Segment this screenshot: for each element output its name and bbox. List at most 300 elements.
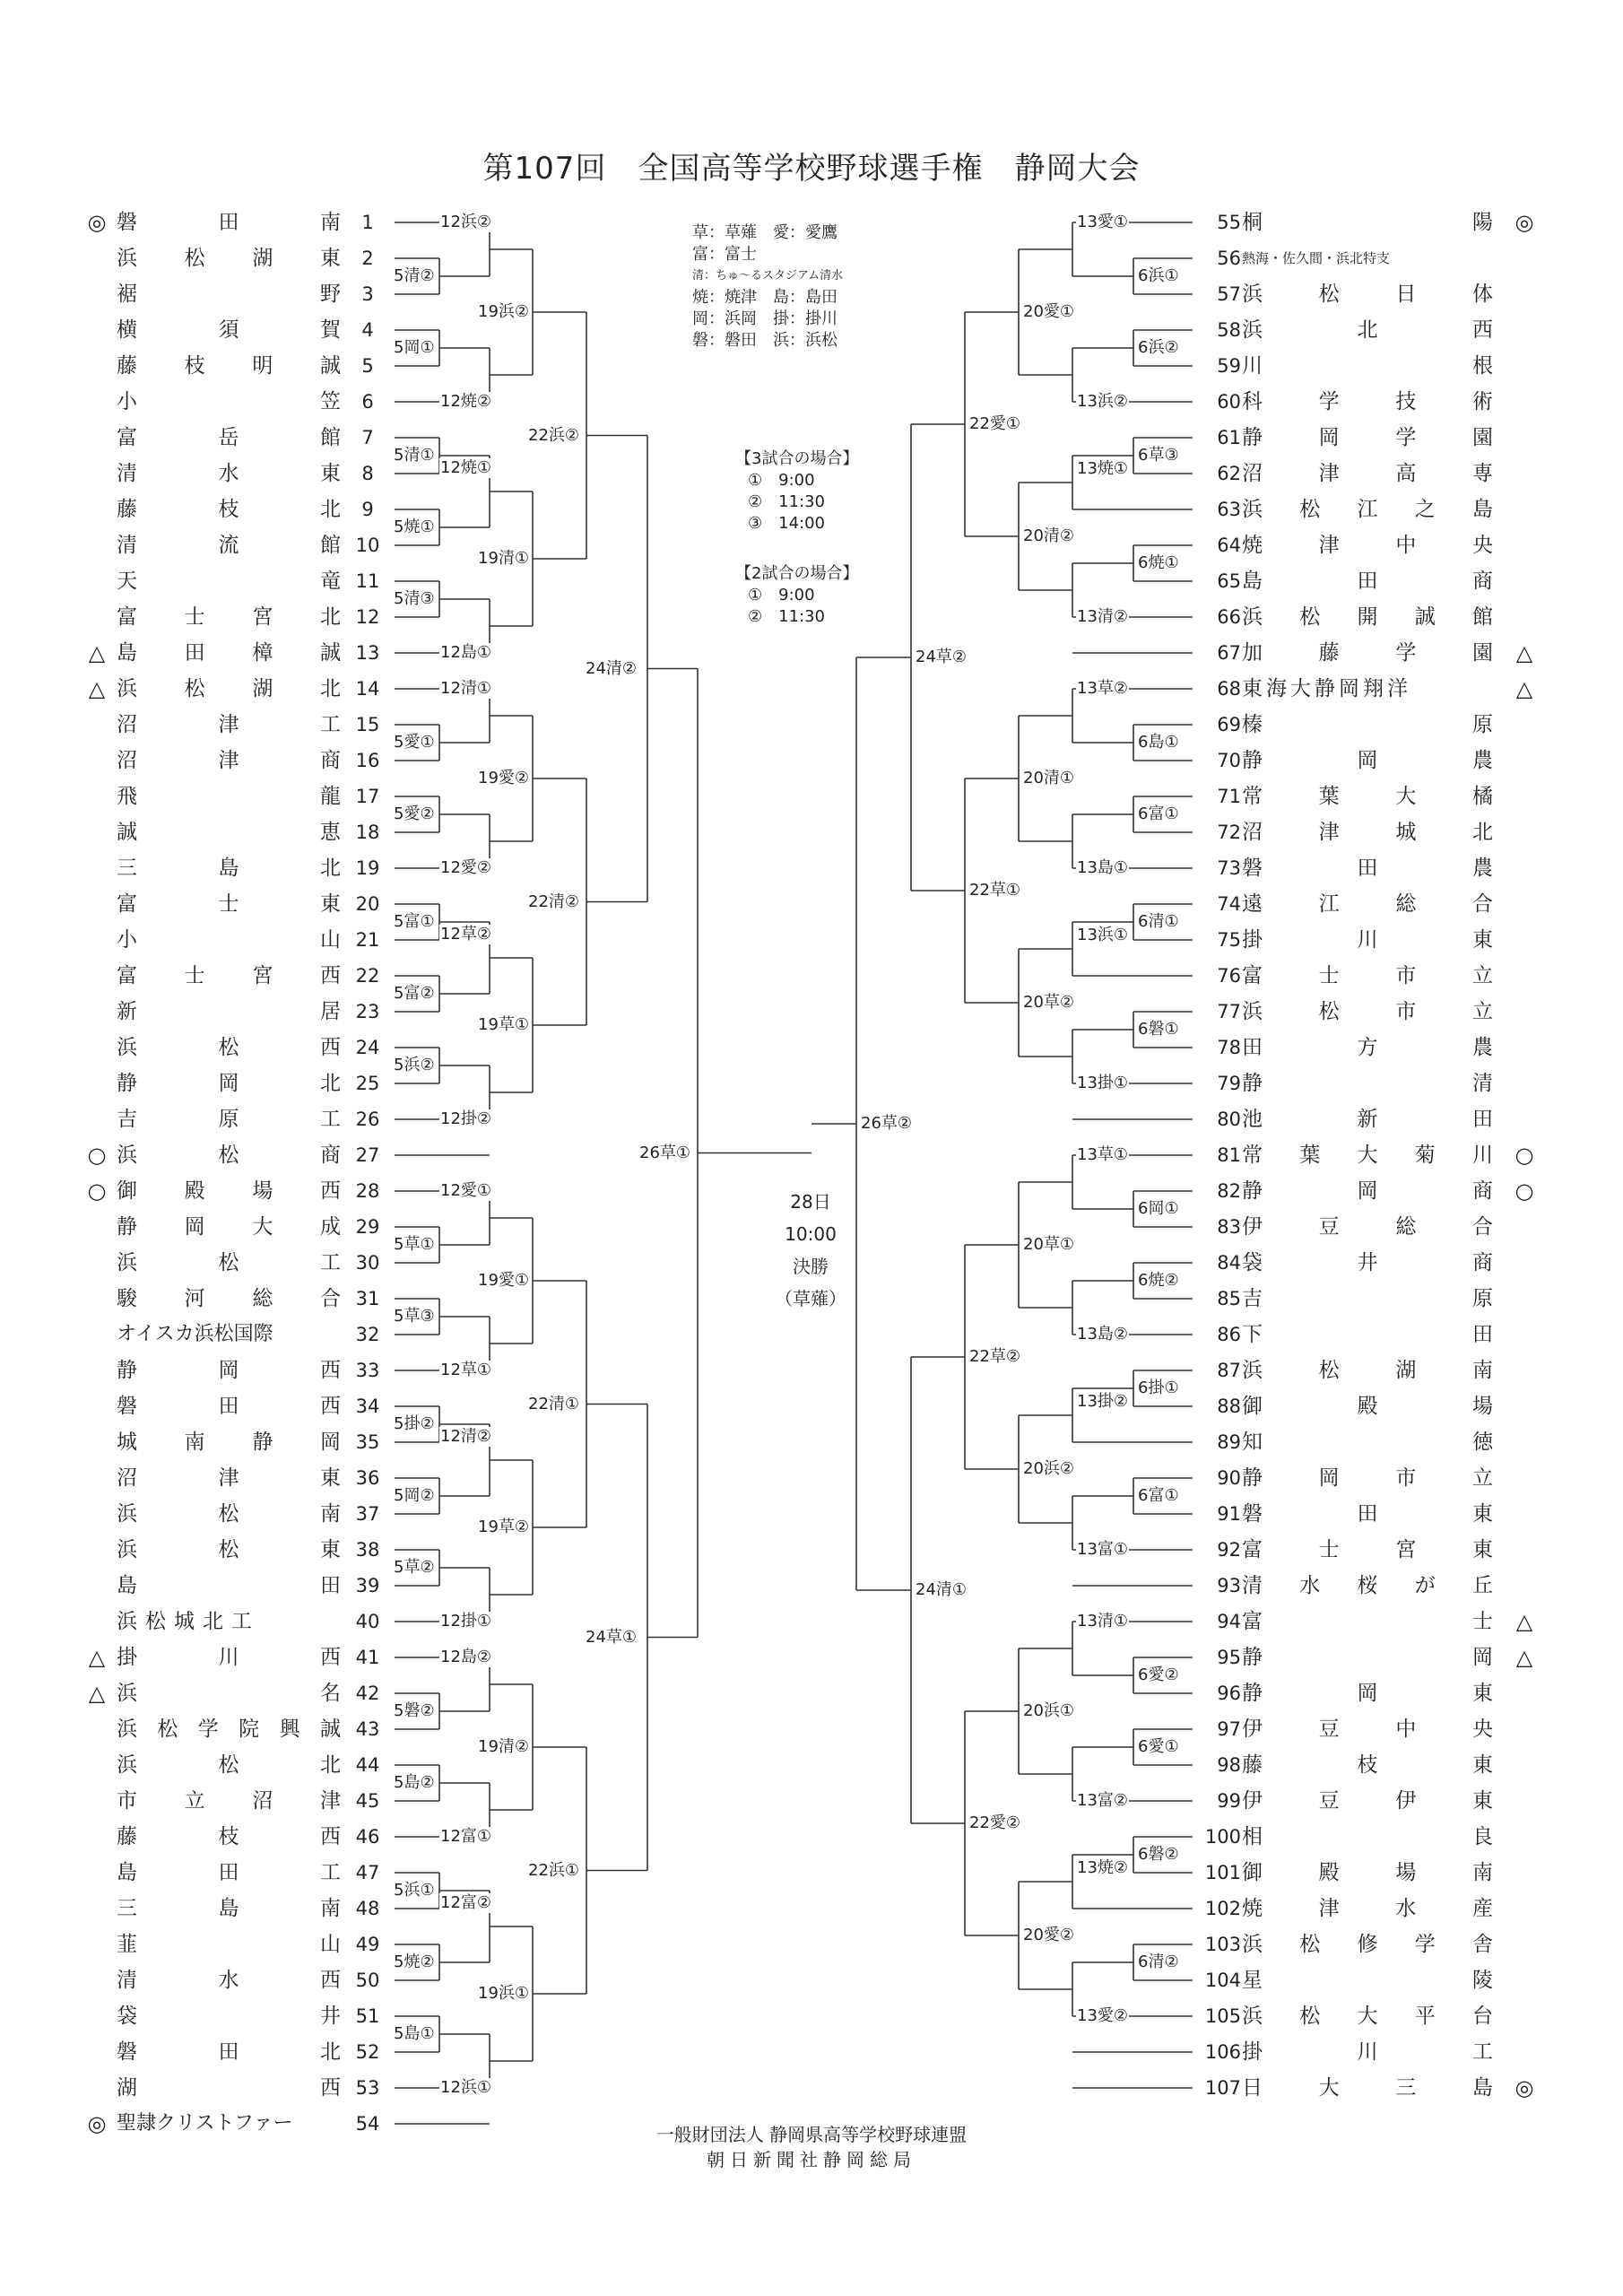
- team-name-char: 桐: [1242, 211, 1263, 234]
- team-name-char: 松: [1299, 2005, 1321, 2028]
- team-name-char: 常: [1242, 1144, 1263, 1167]
- seed-mark: ◎: [87, 210, 107, 235]
- team-name-char: 北: [320, 2040, 341, 2064]
- team-number: 4: [361, 319, 374, 341]
- team-name: [1242, 1030, 1493, 1065]
- team-name: [1242, 1317, 1493, 1352]
- team-name-char: 名: [320, 1682, 341, 1705]
- team-name-char: 陽: [1472, 211, 1493, 234]
- team-name-char: 宮: [252, 964, 273, 987]
- team-name-char: 掛: [1242, 928, 1263, 952]
- team-name-char: 平: [1414, 2005, 1436, 2028]
- team-name-char: 東: [1471, 1789, 1493, 1813]
- team-name-char: 誠: [1414, 605, 1436, 629]
- team-number: 80: [1217, 1109, 1241, 1130]
- team-name-char: 南: [320, 211, 341, 234]
- match-label: 13清②: [1077, 607, 1129, 626]
- team-name: [1242, 420, 1493, 456]
- team-name-char: 岡: [1318, 426, 1340, 449]
- team-name-char: 大: [1318, 2076, 1340, 2100]
- team-name-char: 浜: [1242, 1933, 1263, 1956]
- team-name: [1242, 2070, 1493, 2106]
- team-name-char: 水: [218, 462, 239, 485]
- team-name: [1242, 563, 1493, 599]
- team-name-char: 水: [218, 1969, 239, 1992]
- team-name-char: 清: [1242, 1574, 1263, 1597]
- team-name: [1242, 1639, 1493, 1675]
- team-name-char: 三: [1395, 2076, 1417, 2100]
- team-name-char: 掛: [117, 1646, 137, 1669]
- match-label: 6浜①: [1138, 266, 1179, 285]
- team-name-char: 原: [1472, 713, 1493, 736]
- team-name-char: 静: [1242, 1466, 1263, 1490]
- team-number: 25: [355, 1073, 380, 1094]
- match-label: 20浜②: [1023, 1459, 1075, 1478]
- team-number: 71: [1217, 786, 1241, 807]
- team-name: [117, 814, 341, 850]
- team-name: [1242, 1352, 1493, 1388]
- team-name-char: 沼: [1242, 462, 1263, 485]
- team-name-char: 根: [1472, 354, 1493, 378]
- team-name-char: 誠: [319, 1718, 341, 1741]
- match-label: 22草②: [969, 1347, 1021, 1366]
- team-name: [1242, 1998, 1493, 2034]
- match-label: 12草②: [440, 925, 492, 944]
- match-label: 22愛①: [969, 414, 1021, 433]
- team-number: 77: [1217, 1001, 1241, 1022]
- team-number: 51: [355, 2005, 380, 2027]
- team-name-char: 舎: [1472, 1933, 1493, 1956]
- team-name-char: 浜: [1242, 318, 1263, 342]
- team-name-char: 静: [117, 1215, 137, 1239]
- team-name: [117, 1496, 341, 1532]
- match-label: 6磐①: [1138, 1020, 1179, 1039]
- team-name-char: 清: [1472, 1072, 1493, 1095]
- team-name: [1242, 707, 1493, 743]
- team-name-char: 樟: [252, 641, 273, 665]
- team-name-char: 市: [1395, 1466, 1417, 1490]
- team-name-char: 河: [184, 1287, 205, 1310]
- schedule-three-title: 【3試合の場合】: [735, 449, 859, 468]
- team-name-char: 相: [1242, 1825, 1263, 1848]
- team-name-char: 江: [1318, 892, 1340, 916]
- team-name-char: 津: [218, 749, 239, 772]
- team-name-char: 立: [184, 1789, 205, 1813]
- team-name-char: 藤: [117, 354, 137, 378]
- team-name-char: 立: [1471, 964, 1493, 987]
- page-title: 第107回 全国高等学校野球選手権 静岡大会: [482, 151, 1141, 187]
- team-name-char: 枝: [1357, 1753, 1378, 1777]
- team-name-char: 下: [1242, 1323, 1263, 1346]
- match-label: 22草①: [969, 881, 1021, 900]
- team-name-char: 掛: [1242, 2040, 1263, 2064]
- team-name-char: 商: [320, 1144, 341, 1167]
- match-label: 5浜①: [394, 1881, 435, 1900]
- match-label: 12浜①: [440, 2078, 492, 2097]
- team-name-char: 殿: [1318, 1861, 1340, 1884]
- match-label: 5富②: [394, 984, 435, 1003]
- team-name-char: 院: [239, 1718, 260, 1741]
- team-name-char: 西: [320, 1969, 341, 1992]
- team-name-char: 北: [319, 605, 341, 629]
- match-label: 19浜①: [478, 1984, 530, 2003]
- match-label: 6岡①: [1138, 1199, 1179, 1218]
- team-name-char: 水: [1395, 1897, 1417, 1920]
- team-name-char: 南: [1471, 1861, 1493, 1884]
- team-name-char: 吉: [1242, 1287, 1263, 1310]
- team-name: [117, 599, 341, 635]
- team-name-char: 浜: [117, 1538, 137, 1561]
- team-name-char: 岡: [1472, 1646, 1493, 1669]
- match-label: 6掛①: [1138, 1378, 1179, 1397]
- team-name-char: 北: [1357, 318, 1378, 342]
- team-name-char: 東: [1472, 928, 1493, 952]
- team-name-char: 三: [117, 1897, 137, 1920]
- team-name: [1242, 1926, 1493, 1962]
- team-name-char: 大: [1357, 2005, 1378, 2028]
- team-name-char: 三: [117, 857, 137, 880]
- team-name-char: 浜: [117, 1251, 137, 1274]
- match-label: 24草①: [586, 1627, 638, 1647]
- match-label: 13愛②: [1077, 2006, 1129, 2025]
- team-name: [1242, 1460, 1493, 1496]
- team-number: 69: [1217, 714, 1241, 735]
- team-name-char: 東: [1471, 1538, 1493, 1561]
- team-number: 107: [1204, 2077, 1241, 2099]
- team-number: 47: [355, 1862, 380, 1883]
- team-name: [117, 204, 341, 240]
- team-name-char: 工: [320, 1108, 341, 1131]
- match-label: 20草①: [1023, 1235, 1075, 1254]
- team-name: [117, 2070, 341, 2106]
- team-name-char: 工: [320, 1861, 341, 1884]
- team-name-char: 磐: [117, 211, 137, 234]
- team-name: [1242, 1065, 1493, 1101]
- team-name-char: 殿: [1357, 1395, 1378, 1418]
- team-name-char: 島: [117, 1861, 137, 1884]
- team-name: [117, 1101, 341, 1137]
- match-label: 5島②: [394, 1773, 435, 1792]
- team-name-char: 駿: [117, 1287, 137, 1310]
- team-name-char: 館: [320, 534, 341, 557]
- team-number: 95: [1217, 1647, 1241, 1668]
- match-label: 5島①: [394, 2024, 435, 2043]
- seed-mark: △: [88, 1645, 106, 1670]
- team-name: [117, 1855, 341, 1891]
- team-name: [117, 778, 341, 814]
- team-name: [117, 1747, 341, 1783]
- team-number: 68: [1217, 678, 1241, 700]
- team-name: [1242, 276, 1493, 312]
- team-name-char: 湖: [1395, 1359, 1417, 1382]
- team-name-char: 浜: [1242, 1359, 1263, 1382]
- team-name-char: 総: [1395, 1215, 1417, 1239]
- team-name: [117, 420, 341, 456]
- team-name-char: 浜: [117, 1036, 137, 1059]
- team-name-char: 吉: [117, 1108, 137, 1131]
- team-name-char: 藤: [117, 1825, 137, 1848]
- team-name: [117, 1245, 341, 1281]
- match-label: 5富①: [394, 912, 435, 931]
- team-name-char: 沼: [117, 713, 137, 736]
- team-name-char: 浜: [1242, 2005, 1263, 2028]
- seed-mark: △: [88, 1681, 106, 1706]
- team-name-char: 津: [218, 713, 239, 736]
- team-name-char: 士: [1472, 1610, 1493, 1633]
- team-name-char: 術: [1471, 390, 1493, 413]
- team-name-char: 産: [1471, 1897, 1493, 1920]
- team-name-char: 南: [184, 1431, 205, 1454]
- team-name-char: 島: [218, 1897, 239, 1920]
- team-name-char: 橘: [1471, 785, 1493, 808]
- team-name-char: 田: [1357, 857, 1378, 880]
- team-name-char: 島: [117, 641, 137, 665]
- team-name-char: 清: [117, 462, 137, 485]
- match-label: 13富②: [1077, 1791, 1129, 1810]
- team-name-char: 川: [218, 1646, 239, 1669]
- team-name-char: 岡: [1357, 749, 1378, 772]
- schedule-two-2: ② 11:30: [748, 607, 826, 626]
- team-name-char: 館: [1472, 605, 1493, 629]
- team-name-char: 富: [117, 892, 137, 916]
- team-name-char: 枝: [218, 498, 239, 521]
- team-name: [117, 1998, 341, 2034]
- match-label: 12焼①: [440, 458, 492, 477]
- team-name-char: 松: [218, 1753, 239, 1777]
- team-name-char: 原: [1472, 1287, 1493, 1310]
- team-name-char: 藤: [117, 498, 137, 521]
- team-name: [1242, 2034, 1493, 2070]
- team-number: 97: [1217, 1718, 1241, 1740]
- team-name-char: 焼: [1242, 1897, 1263, 1920]
- team-number: 73: [1217, 857, 1241, 879]
- final-time: 10:00: [785, 1223, 837, 1245]
- team-name-char: 田: [1472, 1108, 1493, 1131]
- team-name-char: 川: [1242, 354, 1263, 378]
- team-name-char: 松: [218, 1502, 239, 1526]
- team-name-char: 中: [1395, 1718, 1417, 1741]
- team-name-char: 市: [117, 1789, 137, 1813]
- team-name: [117, 1137, 341, 1173]
- team-name-char: 袋: [1242, 1251, 1263, 1274]
- match-label: 20清②: [1023, 526, 1075, 545]
- team-name-char: 田: [1472, 1323, 1493, 1346]
- team-number: 29: [355, 1216, 380, 1238]
- team-name-char: 田: [1357, 570, 1378, 593]
- schedule-three-1: ① 9:00: [748, 471, 815, 490]
- team-name-char: 富: [117, 605, 137, 629]
- team-name-char: 東: [1472, 1753, 1493, 1777]
- match-label: 19浜②: [478, 302, 530, 321]
- team-name-char: 伊: [1242, 1215, 1263, 1239]
- team-name: [117, 850, 341, 886]
- team-name-char: 場: [1395, 1861, 1417, 1884]
- team-name: [1242, 1532, 1493, 1568]
- team-name-char: 西: [320, 1359, 341, 1382]
- match-label: 19清①: [478, 549, 530, 568]
- team-name-char: 東: [319, 247, 341, 270]
- team-name: 東海大静岡翔洋: [1242, 677, 1411, 700]
- match-label: 22愛②: [969, 1813, 1021, 1832]
- team-name-char: 枝: [218, 1825, 239, 1848]
- team-name-char: 松: [1318, 1000, 1340, 1023]
- team-name-char: 南: [320, 1502, 341, 1526]
- match-label: 6清②: [1138, 1952, 1179, 1971]
- team-name-char: 島: [1242, 570, 1263, 593]
- team-name: [1242, 850, 1493, 886]
- team-name-char: 須: [218, 318, 239, 342]
- team-name-char: 枝: [184, 354, 205, 378]
- team-name-char: 科: [1242, 390, 1263, 413]
- team-name-char: 南: [1471, 1359, 1493, 1382]
- team-name: [1242, 491, 1493, 527]
- team-name-char: 岡: [1357, 1682, 1378, 1705]
- match-label: 6富①: [1138, 804, 1179, 823]
- team-name-char: 笠: [320, 390, 341, 413]
- team-name-char: 静: [117, 1359, 137, 1382]
- team-name-char: 津: [319, 1789, 341, 1813]
- match-label: 12島②: [440, 1648, 492, 1666]
- team-name-char: 合: [1471, 892, 1493, 916]
- team-name-char: 西: [320, 2076, 341, 2100]
- team-name: [1242, 1891, 1493, 1926]
- team-name: [1242, 384, 1493, 420]
- seed-mark: △: [1515, 640, 1533, 665]
- team-name-char: 西: [319, 1179, 341, 1203]
- team-number: 90: [1217, 1467, 1241, 1489]
- team-name-char: 田: [218, 1395, 239, 1418]
- team-name-char: 津: [218, 1466, 239, 1490]
- team-number: 43: [355, 1718, 380, 1740]
- team-number: 49: [355, 1934, 380, 1955]
- match-label: 12清①: [440, 679, 492, 698]
- team-number: 41: [355, 1647, 380, 1668]
- team-name-char: 殿: [184, 1179, 205, 1203]
- team-number: 76: [1217, 965, 1241, 987]
- team-number: 21: [355, 929, 380, 951]
- team-name-char: 之: [1414, 498, 1436, 521]
- team-name: [117, 707, 341, 743]
- match-label: 13焼②: [1077, 1858, 1129, 1877]
- match-label: 19愛①: [478, 1271, 530, 1290]
- team-name-char: 裾: [117, 283, 137, 306]
- team-name: [117, 1639, 341, 1675]
- team-number: 45: [355, 1790, 380, 1812]
- team-name-char: 湖: [252, 677, 273, 700]
- team-name-char: 館: [320, 426, 341, 449]
- team-name-char: 浜: [117, 1718, 137, 1741]
- team-number: 105: [1204, 2005, 1241, 2027]
- team-name-char: 東: [320, 892, 341, 916]
- team-name-char: 農: [1472, 749, 1493, 772]
- team-name: [1242, 743, 1493, 778]
- team-name-char: 葉: [1318, 785, 1340, 808]
- match-label: 19草②: [478, 1518, 530, 1536]
- team-name-char: 園: [1471, 426, 1493, 449]
- team-number: 53: [355, 2077, 380, 2099]
- team-name-char: 商: [1472, 570, 1493, 593]
- team-number: 86: [1217, 1324, 1241, 1345]
- team-number: 106: [1204, 2041, 1241, 2063]
- team-name-char: 知: [1242, 1431, 1263, 1454]
- team-name-char: 浜: [117, 247, 137, 270]
- team-name-char: 士: [184, 964, 205, 987]
- team-name: [117, 527, 341, 563]
- team-name-char: 西: [320, 1825, 341, 1848]
- team-name-char: 島: [1471, 2076, 1493, 2100]
- team-name: [117, 671, 341, 707]
- team-name-char: 藤: [1242, 1753, 1263, 1777]
- match-label: 13島②: [1077, 1325, 1129, 1344]
- team-number: 38: [355, 1539, 380, 1561]
- team-name: [1242, 958, 1493, 994]
- team-number: 88: [1217, 1396, 1241, 1417]
- team-name-char: 良: [1472, 1825, 1493, 1848]
- team-number: 96: [1217, 1683, 1241, 1704]
- team-number: 66: [1217, 606, 1241, 628]
- match-label: 12清②: [440, 1427, 492, 1446]
- team-name-char: 南: [320, 1897, 341, 1920]
- team-name: [117, 1460, 341, 1496]
- team-name-char: 修: [1357, 1933, 1378, 1956]
- team-name-char: 岡: [184, 1215, 205, 1239]
- team-name: [1242, 1675, 1493, 1711]
- team-name-char: 沼: [117, 1466, 137, 1490]
- team-name-char: 池: [1242, 1108, 1263, 1131]
- match-label: 6愛②: [1138, 1665, 1179, 1684]
- team-number: 64: [1217, 535, 1241, 556]
- team-name-char: 菊: [1414, 1144, 1436, 1167]
- team-name-char: 浜: [117, 677, 137, 700]
- team-number: 82: [1217, 1180, 1241, 1202]
- team-name: [1242, 1747, 1493, 1783]
- team-name-char: 榛: [1242, 713, 1263, 736]
- final-date: 28日: [790, 1191, 831, 1213]
- team-name-char: 恵: [320, 821, 341, 844]
- team-name-char: 天: [117, 570, 137, 593]
- team-name-char: 高: [1395, 462, 1417, 485]
- team-name: [1242, 1855, 1493, 1891]
- match-label: 5草①: [394, 1235, 435, 1254]
- team-name: [117, 1281, 341, 1317]
- team-name-char: 静: [1242, 426, 1263, 449]
- team-name-char: 小: [117, 390, 137, 413]
- team-name-char: 浜: [1242, 1000, 1263, 1023]
- team-number: 85: [1217, 1288, 1241, 1309]
- match-label: 5焼①: [394, 517, 435, 536]
- team-number: 54: [355, 2113, 380, 2135]
- seed-mark: ○: [1515, 1143, 1534, 1168]
- match-label: 12島①: [440, 643, 492, 662]
- match-label: 13浜②: [1077, 392, 1129, 411]
- seed-mark: ◎: [87, 2111, 107, 2136]
- team-name: [117, 1532, 341, 1568]
- footer-org: 一般財団法人 静岡県高等学校野球連盟: [655, 2124, 968, 2145]
- team-name-char: 誠: [319, 641, 341, 665]
- team-name-char: 北: [1471, 821, 1493, 844]
- team-number: 98: [1217, 1754, 1241, 1776]
- team-name-char: 興: [279, 1718, 300, 1741]
- team-name-char: 田: [1357, 1502, 1378, 1526]
- team-name-char: 浜: [1242, 498, 1263, 521]
- team-number: 10: [355, 535, 380, 556]
- seed-mark: ◎: [1515, 210, 1534, 235]
- team-number: 6: [361, 391, 374, 413]
- match-label: 5焼②: [394, 1952, 435, 1971]
- team-name-char: 北: [320, 857, 341, 880]
- team-name-char: 岡: [1357, 1179, 1378, 1203]
- team-number: 31: [355, 1288, 380, 1309]
